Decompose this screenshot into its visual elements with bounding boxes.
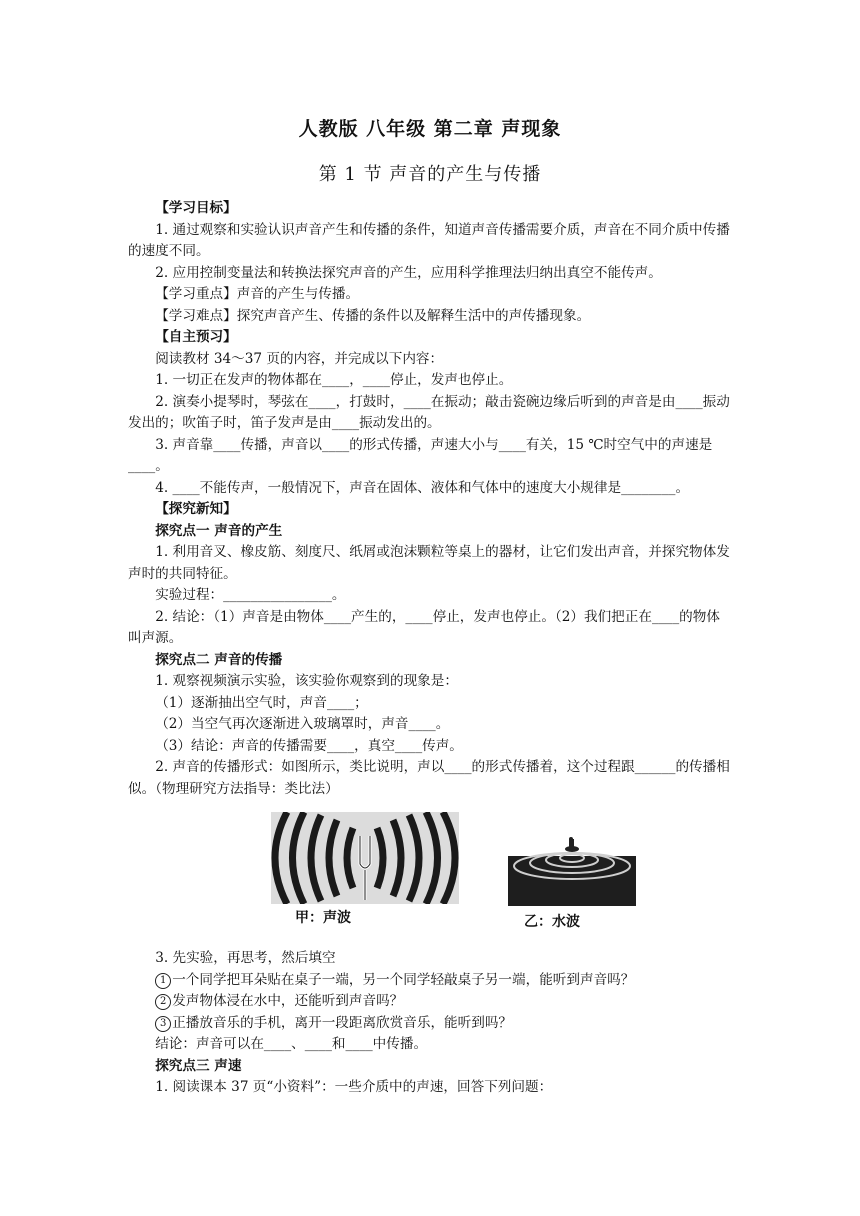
preview-q1: 1. 一切正在发声的物体都在____，____停止，发声也停止。 [155, 372, 513, 388]
question-1-text: 一个同学把耳朵贴在桌子一端，另一个同学轻敲桌子另一端，能听到声音吗？ [172, 971, 635, 988]
preview-heading: 【自主预习】 [155, 329, 237, 345]
sound-wave-figure [271, 812, 459, 904]
preview-q3: 3. 声音靠____传播，声音以____的形式传播，声速大小与____有关，15 ℃时空气中的声速是____。 [128, 436, 713, 474]
point2-s1: （1）逐渐抽出空气时，声音____； [155, 694, 368, 711]
water-wave-figure [508, 836, 636, 906]
circled-number-1: 1 [155, 973, 171, 989]
preview-intro: 阅读教材 34～37 页的内容，并完成以下内容： [155, 350, 444, 367]
point2-p3: 3. 先实验，再思考，然后填空 [155, 950, 336, 966]
key-points: 【学习重点】声音的产生与传播。 [155, 286, 360, 302]
preview-q4: 4. ____不能传声，一般情况下，声音在固体、液体和气体中的速度大小规律是________。 [155, 479, 690, 496]
question-3-text: 正播放音乐的手机，离开一段距离欣赏音乐，能听到吗？ [172, 1014, 513, 1031]
point2-conclusion: 结论：声音可以在____、____和____中传播。 [155, 1036, 428, 1052]
question-2-text: 发声物体浸在水中，还能听到声音吗？ [172, 993, 404, 1009]
circled-number-2: 2 [155, 994, 171, 1010]
point2-s3: （3）结论：声音的传播需要____，真空____传声。 [155, 737, 463, 754]
document-body [128, 198, 733, 1099]
water-wave-caption: 乙：水波 [524, 914, 580, 930]
point3-p1: 1. 阅读课本 37 页“小资料”：一些介质中的声速，回答下列问题： [155, 1079, 553, 1095]
circled-number-3: 3 [155, 1016, 171, 1032]
point1-title: 探究点一 声音的产生 [155, 522, 283, 539]
point2-question-3 [128, 1013, 733, 1035]
objectives-heading: 【学习目标】 [155, 200, 237, 216]
sound-wave-caption: 甲：声波 [295, 910, 351, 926]
difficulties: 【学习难点】探究声音产生、传播的条件以及解释生活中的声传播现象。 [155, 307, 591, 324]
section-title: 第 1 节 声音的产生与传播 [318, 164, 542, 185]
point2-title: 探究点二 声音的传播 [155, 651, 283, 668]
page-title: 人教版 八年级 第二章 声现象 [298, 118, 562, 140]
objective-2: 2. 应用控制变量法和转换法探究声音的产生，应用科学推理法归纳出真空不能传声。 [155, 264, 662, 281]
objective-1: 1. 通过观察和实验认识声音产生和传播的条件，知道声音传播需要介质，声音在不同介质中传播的速度不同。 [128, 221, 730, 259]
point2-p2: 2. 声音的传播形式：如图所示，类比说明，声以____的形式传播着，这个过程跟______的传播相似。（物理研究方法指导：类比法） [128, 759, 730, 797]
explore-heading: 【探究新知】 [155, 501, 237, 517]
point1-p2: 2. 结论：（1）声音是由物体____产生的，____停止，发声也停止。（2）我们把正在____的物体叫声源。 [128, 608, 720, 646]
point2-p1: 1. 观察视频演示实验，该实验你观察到的现象是： [155, 673, 458, 689]
point3-title: 探究点三 声速 [155, 1057, 242, 1074]
preview-q2: 2. 演奏小提琴时，琴弦在____，打鼓时，____在振动；敲击瓷碗边缘后听到的声音是由____振动发出的；吹笛子时，笛子发声是由____振动发出的。 [128, 393, 730, 431]
point2-s2: （2）当空气再次逐渐进入玻璃罩时，声音____。 [155, 716, 450, 732]
point2-question-2 [128, 991, 733, 1013]
point2-question-1 [128, 970, 733, 992]
point1-process: 实验过程：________________。 [155, 587, 346, 603]
point1-p1: 1. 利用音叉、橡皮筋、刻度尺、纸屑或泡沫颗粒等桌上的器材，让它们发出声音，并探究物体发声时的共同特征。 [128, 544, 730, 582]
wave-figures [128, 812, 733, 946]
